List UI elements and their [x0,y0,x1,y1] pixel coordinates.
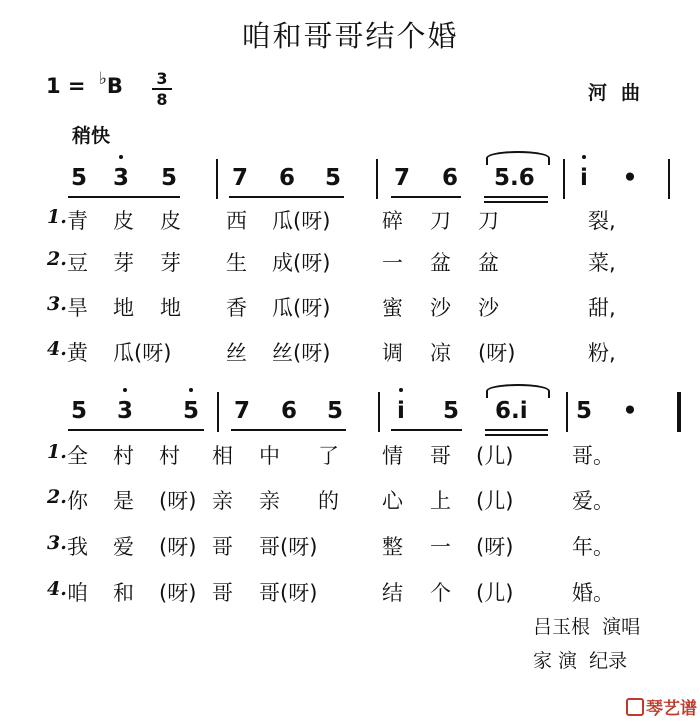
note: 6.i [495,398,528,424]
lyric-syllable: 上 [430,489,451,513]
meter-bottom: 8 [156,90,168,109]
note: 7 [231,165,248,191]
lyric-syllable: 皮 [113,209,134,233]
lyric-syllable: 整 [382,535,403,559]
lyric-syllable: 丝(呀) [272,341,331,365]
underline-beam [231,429,346,431]
verse-number: 2. [47,486,67,508]
note: • [622,165,638,191]
lyric-syllable: 沙 [430,296,451,320]
key-note: B [106,74,123,98]
note: 5 [70,165,87,191]
lyric-syllable: 了 [318,444,339,468]
credit-role: 演唱 [602,616,641,638]
lyric-syllable: 亲 [212,489,233,513]
underline-beam [68,429,204,431]
lyric-syllable: (呀) [159,489,197,513]
underline-beam [485,434,548,436]
note: 5 [178,398,204,424]
bar-line [566,392,568,432]
key-signature [46,69,123,98]
lyric-syllable: 哥 [212,581,233,605]
note: 5 [160,165,177,191]
verse-number: 4. [47,338,67,360]
lyric-syllable: 瓜(呀) [272,296,331,320]
lyric-syllable: 个 [430,581,451,605]
lyric-syllable: (儿) [476,489,514,513]
bar-line [563,159,565,199]
note: i [571,165,597,191]
lyric-syllable: 皮 [160,209,181,233]
origin-label: 河曲 [588,82,655,104]
lyric-syllable: 芽 [160,251,181,275]
bar-line [216,159,218,199]
lyric-syllable: 丝 [226,341,247,365]
lyric-syllable: 是 [113,489,134,513]
bar-line [668,159,670,199]
credit-recorder [533,646,627,673]
underline-beam [484,201,548,203]
lyric-syllable: 的 [318,489,339,513]
verse-number: 1. [47,441,67,463]
lyric-syllable: (儿) [476,581,514,605]
lyric-syllable: 粉, [588,341,616,365]
lyric-syllable: 旱 [67,296,88,320]
note: 7 [233,398,250,424]
lyric-syllable: 蜜 [382,296,403,320]
lyric-syllable: (呀) [159,535,197,559]
lyric-syllable: 凉 [430,341,451,365]
lyric-syllable: 哥 [212,535,233,559]
note: • [622,398,638,424]
octave-dot [123,388,127,392]
lyric-syllable: 瓜(呀) [272,209,331,233]
lyric-syllable: 全 [67,444,88,468]
verse-number: 2. [47,248,67,270]
credit-singer [533,612,640,639]
lyric-syllable: 亲 [259,489,280,513]
underline-beam [391,429,462,431]
octave-dot [582,155,586,159]
note: 6 [280,398,297,424]
verse-number: 1. [47,206,67,228]
lyric-syllable: (呀) [478,341,516,365]
lyric-syllable: (呀) [159,581,197,605]
octave-dot [189,388,193,392]
meter-top: 3 [156,69,168,88]
watermark-text: 琴艺谱 [646,699,697,719]
lyric-syllable: 村 [113,444,134,468]
octave-dot [399,388,403,392]
watermark-icon [626,698,644,716]
key-prefix: 1 = [46,74,93,98]
lyric-syllable: 和 [113,581,134,605]
lyric-syllable: 甜, [588,296,616,320]
lyric-syllable: 相 [212,444,233,468]
lyric-syllable: 瓜(呀) [113,341,172,365]
lyric-syllable: 哥 [430,444,451,468]
note: 3 [112,398,138,424]
credit-name: 吕玉根 [533,616,591,638]
slur-arc [486,151,550,165]
lyric-syllable: 盆 [478,251,499,275]
page-title: 咱和哥哥结个婚 [241,19,459,53]
flat-sign: ♭ [98,69,107,89]
underline-beam [229,196,344,198]
lyric-syllable: 成(呀) [272,251,331,275]
underline-beam [391,196,461,198]
lyric-syllable: 一 [430,535,451,559]
verse-number: 3. [47,293,67,315]
note: 5 [70,398,87,424]
lyric-syllable: 我 [67,535,88,559]
lyric-syllable: 地 [113,296,134,320]
lyric-syllable: 中 [259,444,280,468]
lyric-syllable: 菜, [588,251,616,275]
lyric-syllable: 一 [382,251,403,275]
lyric-syllable: 爱 [113,535,134,559]
note: 5.6 [494,165,535,191]
lyric-syllable: 调 [382,341,403,365]
lyric-syllable: 刀 [430,209,451,233]
lyric-syllable: 心 [382,489,403,513]
verse-number: 4. [47,578,67,600]
lyric-syllable: 结 [382,581,403,605]
lyric-syllable: 豆 [67,251,88,275]
lyric-syllable: 年。 [572,535,614,559]
note: 5 [442,398,459,424]
lyric-syllable: 爱。 [572,489,614,513]
lyric-syllable: 青 [67,209,88,233]
lyric-syllable: 咱 [67,581,88,605]
lyric-syllable: 哥(呀) [259,535,318,559]
lyric-syllable: 村 [159,444,180,468]
lyric-syllable: 你 [67,489,88,513]
credit-name: 家 演 [533,650,578,672]
lyric-syllable: 情 [382,444,403,468]
lyric-syllable: 哥(呀) [259,581,318,605]
lyric-syllable: 芽 [113,251,134,275]
lyric-syllable: 香 [226,296,247,320]
bar-line [378,392,380,432]
lyric-syllable: (呀) [476,535,514,559]
note: 7 [393,165,410,191]
note: 5 [324,165,341,191]
lyric-syllable: (儿) [476,444,514,468]
note: i [388,398,414,424]
underline-beam [68,196,180,198]
note: 5 [326,398,343,424]
note: 6 [441,165,458,191]
lyric-syllable: 裂, [588,209,616,233]
lyric-syllable: 黄 [67,341,88,365]
lyric-syllable: 婚。 [572,581,614,605]
tempo-marking: 稍快 [72,125,111,147]
lyric-syllable: 刀 [478,209,499,233]
lyric-syllable: 碎 [382,209,403,233]
lyric-syllable: 盆 [430,251,451,275]
lyric-syllable: 哥。 [572,444,614,468]
underline-beam [485,429,548,431]
note: 5 [575,398,592,424]
bar-line [217,392,219,432]
lyric-syllable: 沙 [478,296,499,320]
time-signature [150,70,174,108]
lyric-syllable: 西 [226,209,247,233]
octave-dot [119,155,123,159]
verse-number: 3. [47,532,67,554]
watermark-logo [626,694,697,719]
bar-line [677,392,681,432]
note: 6 [278,165,295,191]
lyric-syllable: 地 [160,296,181,320]
note: 3 [108,165,134,191]
credit-role: 纪录 [589,650,628,672]
lyric-syllable: 生 [226,251,247,275]
bar-line [376,159,378,199]
slur-arc [486,384,550,398]
underline-beam [484,196,548,198]
